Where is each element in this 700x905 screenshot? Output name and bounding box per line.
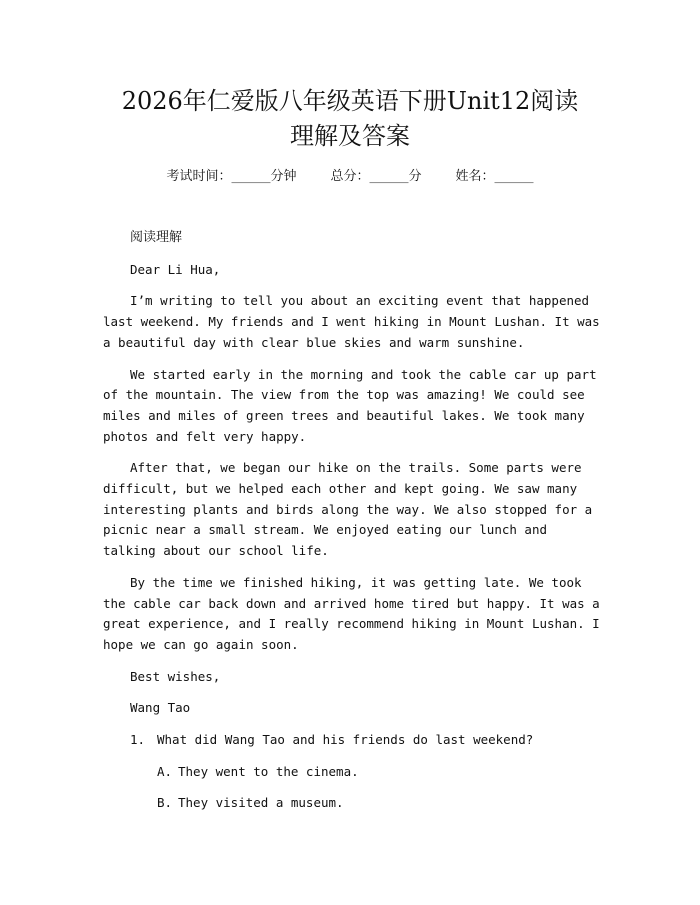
document-title-line-1: 2026年仁爱版八年级英语下册Unit12阅读 [121,87,579,115]
option-text: They went to the cinema. [178,763,359,779]
section-title: 阅读理解 [130,230,183,245]
answer-option-b [157,793,603,814]
option-label: B. [157,795,173,811]
question-text: What did Wang Tao and his friends do last weekend? [157,732,534,748]
letter-closing: Best wishes, [130,668,221,684]
letter-paragraph: After that, we began our hike on the trails. Some parts were difficult, but we helped each other and kept going. We saw many interesting plants and birds along the way. We also stopped for a picnic near a small stream. We enjoyed eating our lunch and talking about our school life. [103,460,593,559]
document-title-line-2: 理解及答案 [290,122,410,150]
letter-signature: Wang Tao [130,700,191,716]
letter-paragraph: I’m writing to tell you about an exciting event that happened last weekend. My friends and I went hiking in Mount Lushan. It was a beautiful day with clear blue skies and warm sunshine. [103,293,600,350]
letter-paragraph: We started early in the morning and took the cable car up part of the mountain. The view from the top was amazing! We could see miles and miles of green trees and beautiful lakes. We took many photos and felt very happy. [103,366,597,444]
question-1 [130,730,603,751]
letter-paragraph: By the time we finished hiking, it was getting late. We took the cable car back down and arrived home tired but happy. It was a great experience, and I really recommend hiking in Mount Lushan. I hope we can go again soon. [103,574,600,652]
option-label: A. [157,763,173,779]
question-number: 1. [130,732,146,748]
option-text: They visited a museum. [178,795,344,811]
letter-greeting: Dear Li Hua, [130,261,221,277]
reading-section [103,228,603,825]
total-score-field: 总分：______分 [330,169,422,184]
answer-option-a [157,762,603,783]
exam-info-bar [0,167,700,187]
exam-time-field: 考试时间：______分钟 [166,169,297,184]
student-name-field: 姓名：______ [455,169,534,184]
